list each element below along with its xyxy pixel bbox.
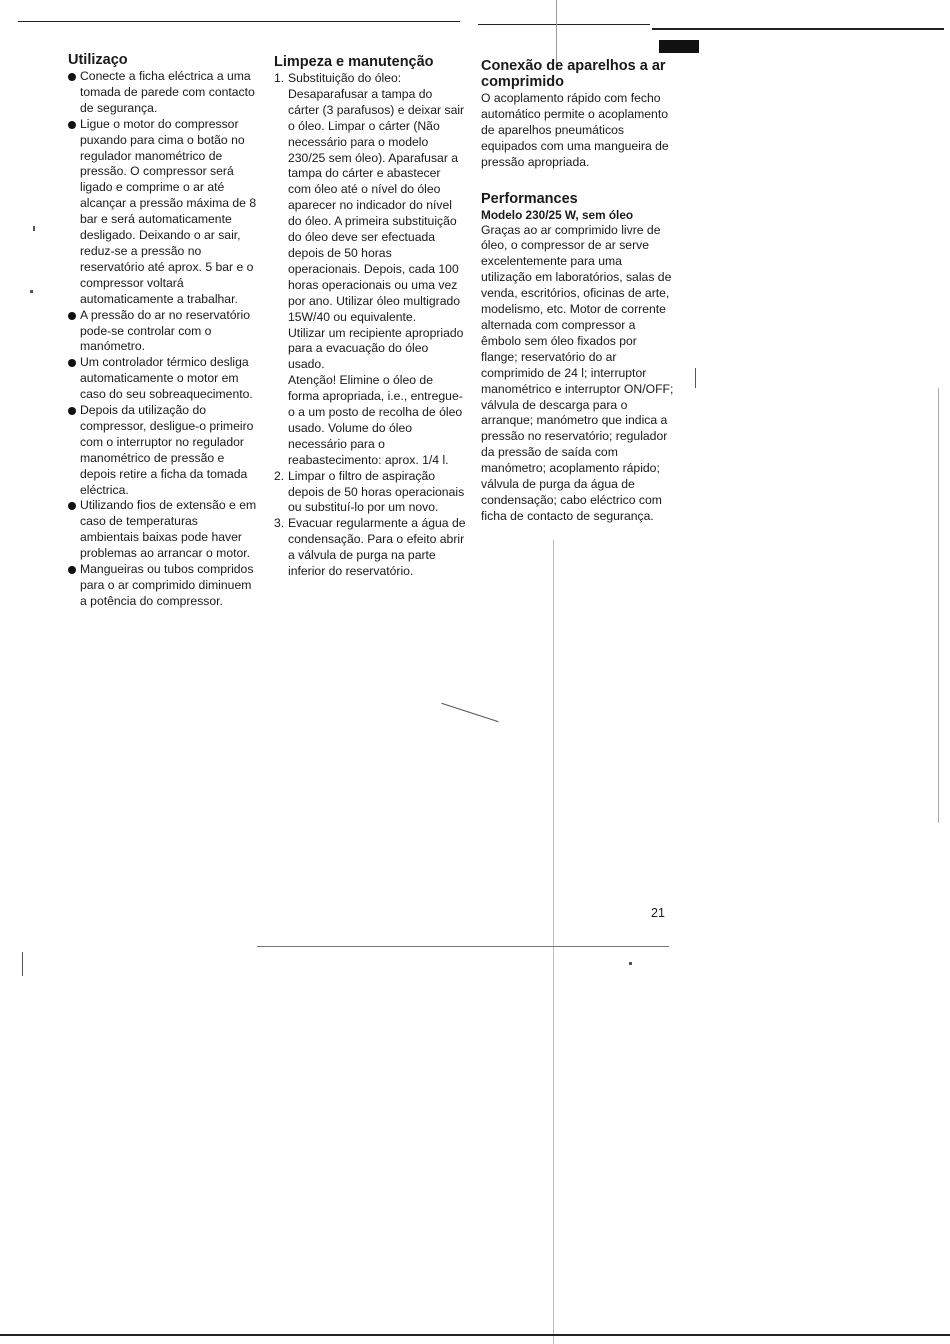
list-item: Mangueiras ou tubos compridos para o ar comprimido diminuem a potência do compressor. <box>68 562 260 610</box>
step-item <box>274 469 466 517</box>
bullet-icon <box>68 73 76 81</box>
column-divider-lower <box>553 540 554 1344</box>
heading-limpeza-manutencao: Limpeza e manutenção <box>274 54 434 70</box>
top-rule-middle <box>478 24 650 25</box>
column-conexao-performances <box>481 52 676 525</box>
step-item <box>274 71 466 469</box>
scan-speck <box>629 962 632 965</box>
scan-speck <box>441 703 498 722</box>
page-number: 21 <box>651 906 665 920</box>
bullet-icon <box>68 312 76 320</box>
step-number: 2. <box>274 468 285 483</box>
bullet-icon <box>68 502 76 510</box>
list-item: A pressão do ar no reservatório pode-se controlar com o manómetro. <box>68 308 260 356</box>
scan-speck <box>22 952 23 976</box>
heading-performances: Performances <box>481 190 578 207</box>
step-item <box>274 516 466 580</box>
heading-conexao: Conexão de aparelhos a ar comprimido <box>481 58 666 90</box>
bottom-rule <box>0 1334 950 1336</box>
list-item: Um controlador térmico desliga automaticamente o motor em caso do seu sobreaquecimento. <box>68 355 260 403</box>
bullet-icon <box>68 407 76 415</box>
list-item: Conecte a ficha eléctrica a uma tomada de parede com contacto de segurança. <box>68 69 260 117</box>
step-paragraph: Atenção! Elimine o óleo de forma apropriada, i.e., entregue-o a um posto de recolha de óleo usado. Volume do óleo necessário para o reabastecimento: aprox. 1/4 l. <box>288 373 463 467</box>
maintenance-steps <box>274 71 466 580</box>
list-item: Ligue o motor do compressor puxando para cima o botão no regulador manométrico de pressão. O compressor será ligado e comprime o ar até alcançar a pressão máxima de 8 bar e será automaticamente desligado. Deixando o ar sair, reduz-se a pressão no reservatório até aprox. 5 bar e o compressor voltará automaticamente a trabalhar. <box>68 117 260 308</box>
bullet-icon <box>68 121 76 129</box>
performances-text: Graças ao ar comprimido livre de óleo, o compressor de ar serve excelentemente para uma utilização em laboratórios, salas de venda, escritórios, oficinas de arte, modelismo, etc. Motor de corrente alternada com compressor a êmbolo sem óleo fixados por flange; reservatório do ar comprimido de 24 l; interruptor manométrico e interruptor ON/OFF; válvula de descarga para o arranque; manómetro que indica a pressão no reservatório; regulador da pressão de saída com manómetro; acoplamento rápido; válvula de purga da água de condensação; cabo eléctrico com ficha de contacto de segurança. <box>481 222 674 523</box>
scan-speck <box>30 290 33 293</box>
bullet-icon <box>68 359 76 367</box>
top-rule-left <box>18 21 460 22</box>
column-limpeza <box>274 52 466 580</box>
step-number: 1. <box>274 71 285 85</box>
right-edge-mark <box>938 388 939 823</box>
utilizacao-list <box>68 69 260 610</box>
step-paragraph: Utilizar um recipiente apropriado para a evacuação do óleo usado. <box>288 325 464 372</box>
scan-speck <box>695 368 696 388</box>
heading-utilizacao: Utilizaço <box>68 52 128 68</box>
scan-speck <box>33 226 35 231</box>
step-paragraph: Limpar o filtro de aspiração depois de 50 horas operacionais ou substituí-lo por um novo. <box>288 468 465 515</box>
footer-rule <box>257 946 669 947</box>
conexao-text: O acoplamento rápido com fecho automático permite o acoplamento de aparelhos pneumáticos equipados com uma mangueira de pressão apropriada. <box>481 91 669 169</box>
list-item: Depois da utilização do compressor, desligue-o primeiro com o interruptor no regulador manométrico de pressão e depois retire a ficha da tomada eléctrica. <box>68 403 260 498</box>
bullet-icon <box>68 566 76 574</box>
step-paragraph: Evacuar regularmente a água de condensação. Para o efeito abrir a válvula de purga na parte inferior do reservatório. <box>288 516 466 579</box>
step-paragraph: Substituição do óleo: <box>288 71 402 85</box>
step-number: 3. <box>274 516 285 531</box>
step-paragraph: Desaparafusar a tampa do cárter (3 parafusos) e deixar sair o óleo. Limpar o cárter (Não necessário para o modelo 230/25 sem óleo). Aparafusar a tampa do cárter e abastecer com óleo até o nível do óleo aparecer no indicador do nível do óleo. A primeira substituição do óleo deve ser efectuada depois de 50 horas operacionais. Depois, cada 100 horas operacionais ou uma vez por ano. Utilizar óleo multigrado 15W/40 ou equivalente. <box>288 86 465 324</box>
list-item: Utilizando fios de extensão e em caso de temperaturas ambientais baixas pode haver problemas ao arrancar o motor. <box>68 498 260 562</box>
column-utilizacao <box>68 52 260 610</box>
top-rule-right <box>652 28 944 30</box>
model-subheading: Modelo 230/25 W, sem óleo <box>481 207 634 222</box>
